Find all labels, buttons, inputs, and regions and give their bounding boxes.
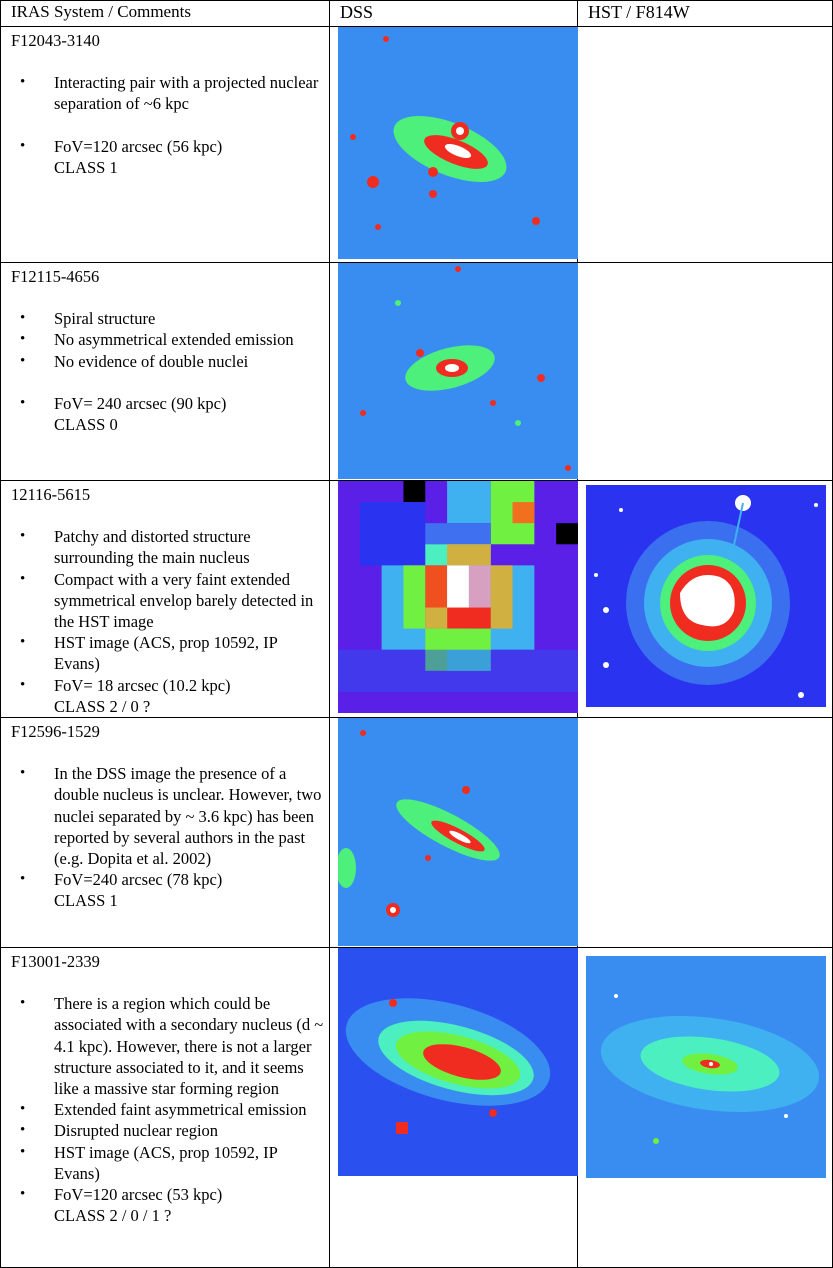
dss-cell <box>330 718 578 948</box>
comments-cell <box>1 27 330 263</box>
table-row <box>1 263 833 481</box>
system-name: F12043-3140 <box>11 31 100 50</box>
list-item: • HST image (ACS, prop 10592, IP Evans) <box>11 632 325 674</box>
dss-image-icon <box>338 948 578 1176</box>
comment-list <box>11 526 325 696</box>
table-row <box>1 27 833 263</box>
list-item: • Extended faint asymmetrical emission <box>11 1099 325 1120</box>
hst-cell <box>578 263 833 481</box>
list-item: • FoV=120 arcsec (56 kpc) <box>11 136 325 157</box>
dss-image-icon <box>338 27 578 259</box>
list-item: • Compact with a very faint extended symmetrical envelop barely detected in the HST image <box>11 569 325 633</box>
header-row <box>1 1 833 27</box>
list-item: • No asymmetrical extended emission <box>11 329 325 350</box>
hst-cell <box>578 27 833 263</box>
table-row <box>1 718 833 948</box>
class-label: CLASS 1 <box>54 157 118 177</box>
system-name: F12115-4656 <box>11 267 100 286</box>
table-row <box>1 948 833 1268</box>
list-item: • FoV=240 arcsec (78 kpc) <box>11 869 325 890</box>
hst-cell <box>578 481 833 718</box>
hst-cell <box>578 718 833 948</box>
system-name: F13001-2339 <box>11 952 100 972</box>
hst-image-icon <box>586 485 826 707</box>
comments-cell <box>1 948 330 1268</box>
system-name: F12596-1529 <box>11 722 100 742</box>
header-dss: DSS <box>330 1 578 27</box>
class-label: CLASS 2 / 0 ? <box>54 696 151 716</box>
class-label: CLASS 1 <box>54 891 118 911</box>
list-item: • HST image (ACS, prop 10592, IP Evans) <box>11 1142 325 1184</box>
list-item: • Interacting pair with a projected nuclear separation of ~6 kpc <box>11 72 325 114</box>
dss-cell <box>330 948 578 1268</box>
comments-cell <box>1 481 330 718</box>
list-item: • No evidence of double nuclei <box>11 351 325 372</box>
list-item: • Spiral structure <box>11 308 325 329</box>
table-row <box>1 481 833 718</box>
header-comments: IRAS System / Comments <box>1 1 330 27</box>
comments-cell <box>1 718 330 948</box>
dss-cell <box>330 263 578 481</box>
system-name: 12116-5615 <box>11 485 91 504</box>
list-item: • FoV= 240 arcsec (90 kpc) <box>11 393 325 414</box>
dss-image-icon <box>338 263 578 479</box>
list-item: • FoV= 18 arcsec (10.2 kpc) <box>11 675 325 696</box>
list-item: • There is a region which could be associated with a secondary nucleus (d ~ 4.1 kpc). However, there is not a larger structure associated to it, and it seems like a massive star forming region <box>11 993 325 1099</box>
list-item: • FoV=120 arcsec (53 kpc) <box>11 1184 325 1205</box>
dss-image-icon <box>338 481 578 713</box>
class-label: CLASS 0 <box>54 415 118 435</box>
dss-cell <box>330 481 578 718</box>
comment-list <box>11 763 325 890</box>
list-item: • Patchy and distorted structure surrounding the main nucleus <box>11 526 325 568</box>
hst-image-icon <box>586 956 826 1178</box>
class-label: CLASS 2 / 0 / 1 ? <box>54 1206 172 1226</box>
list-item: • In the DSS image the presence of a double nucleus is unclear. However, two nuclei separated by ~ 3.6 kpc) has been reported by several authors in the past (e.g. Dopita et al. 2002) <box>11 763 325 869</box>
header-hst: HST / F814W <box>578 1 833 27</box>
comment-list <box>11 72 325 157</box>
dss-cell <box>330 27 578 263</box>
list-item: • Disrupted nuclear region <box>11 1120 325 1141</box>
comment-list <box>11 308 325 414</box>
hst-cell <box>578 948 833 1268</box>
comments-cell <box>1 263 330 481</box>
comment-list <box>11 993 325 1205</box>
dss-image-icon <box>338 718 578 946</box>
